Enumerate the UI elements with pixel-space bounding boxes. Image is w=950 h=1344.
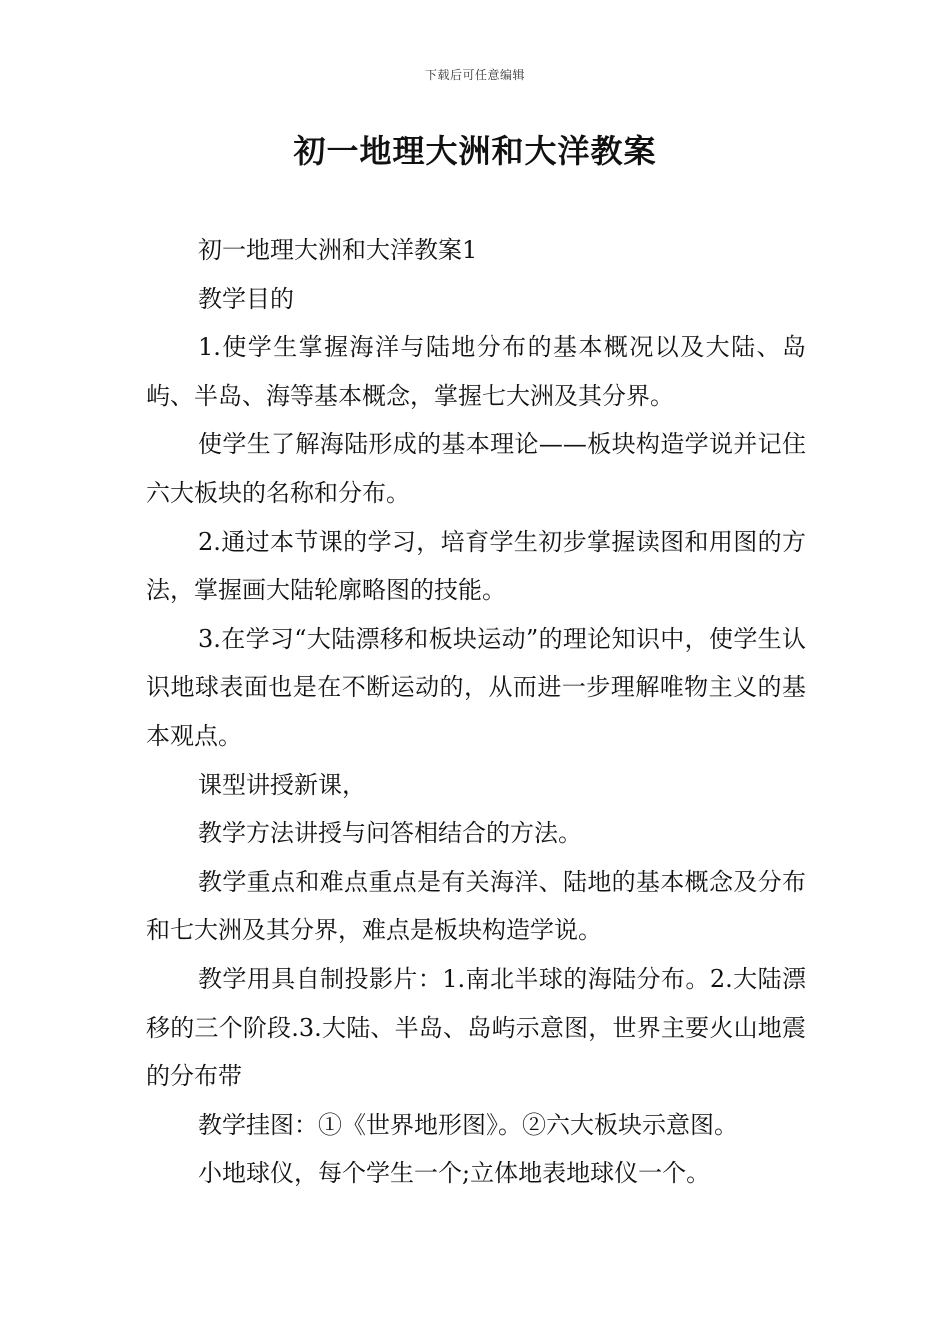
- paragraph-goal-3: 3.在学习“大陆漂移和板块运动”的理论知识中，使学生认识地球表面也是在不断运动的，从而进一步理解唯物主义的基本观点。: [146, 624, 806, 750]
- paragraph-goal-2: 2.通过本节课的学习，培育学生初步掌握读图和用图的方法，掌握画大陆轮廓略图的技能。: [146, 527, 806, 605]
- document-title: 初一地理大洲和大洋教案: [293, 132, 657, 170]
- paragraph-wall-charts: 教学挂图：①《世界地形图》。②六大板块示意图。: [198, 1110, 738, 1139]
- paragraph-goal-1: 1.使学生掌握海洋与陆地分布的基本概况以及大陆、岛屿、半岛、海等基本概念，掌握七大洲及其分界。: [146, 333, 806, 410]
- paragraph-key-points: 教学重点和难点重点是有关海洋、陆地的基本概念及分布和七大洲及其分界，难点是板块构造学说。: [146, 867, 806, 945]
- paragraph-teaching-goals-heading: 教学目的: [198, 284, 294, 313]
- paragraph-goal-1b: 使学生了解海陆形成的基本理论——板块构造学说并记住六大板块的名称和分布。: [146, 430, 806, 507]
- paragraph-teaching-tools: 教学用具自制投影片：1.南北半球的海陆分布。2.大陆漂移的三个阶段.3.大陆、半岛、岛屿示意图，世界主要火山地震的分布带: [146, 964, 806, 1091]
- paragraph-subtitle: 初一地理大洲和大洋教案1: [198, 236, 478, 264]
- paragraph-globes: 小地球仪，每个学生一个;立体地表地球仪一个。: [198, 1159, 711, 1188]
- header-note: 下载后可任意编辑: [424, 68, 525, 82]
- paragraph-teaching-method: 教学方法讲授与问答相结合的方法。: [198, 819, 582, 848]
- paragraph-lesson-type: 课型讲授新课，: [198, 770, 366, 799]
- document-body: [146, 226, 806, 1198]
